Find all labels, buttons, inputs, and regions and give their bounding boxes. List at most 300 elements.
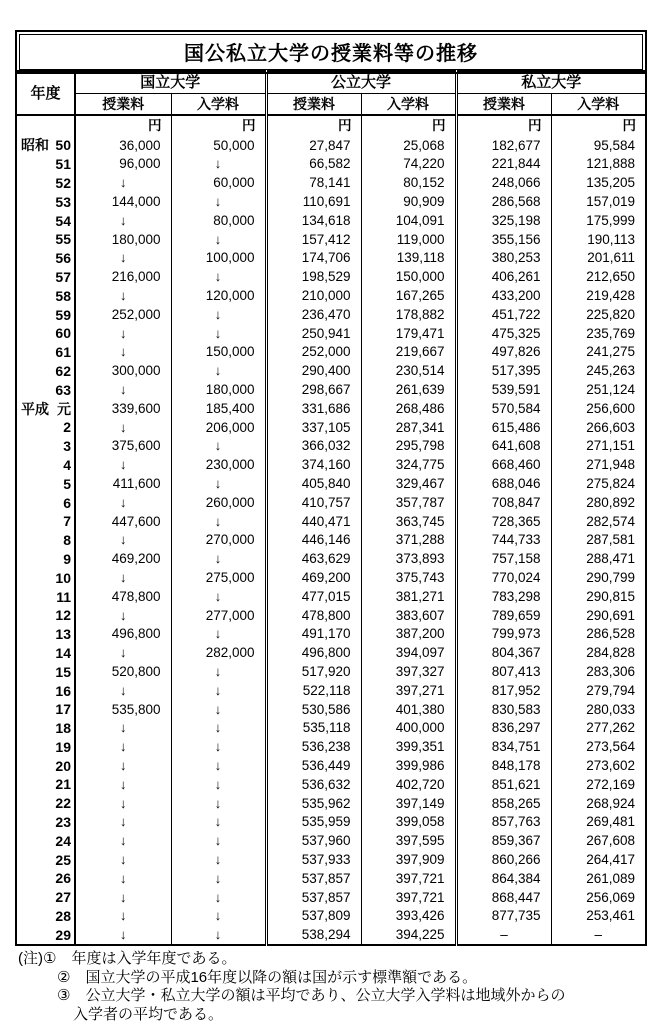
table-row xyxy=(16,662,646,681)
table-row xyxy=(16,305,646,324)
value-cell-private-tuition: 380,253 xyxy=(456,249,551,268)
era-year-cell xyxy=(16,249,75,268)
value-cell-national-tuition: ↓ xyxy=(75,174,171,193)
era-year-cell xyxy=(16,362,75,381)
value-cell-national-tuition: ↓ xyxy=(75,456,171,475)
table-row xyxy=(16,268,646,287)
value-cell-national-admission: ↓ xyxy=(171,437,266,456)
value-cell-private-tuition: 728,365 xyxy=(456,512,551,531)
value-cell-private-admission: 286,528 xyxy=(551,625,646,644)
value-cell-national-admission: 80,000 xyxy=(171,211,266,230)
value-cell-national-tuition: ↓ xyxy=(75,738,171,757)
value-cell-public-admission: 397,909 xyxy=(361,850,456,869)
era-year-cell xyxy=(16,305,75,324)
era-year-cell xyxy=(16,813,75,832)
table-row xyxy=(16,192,646,211)
value-cell-national-tuition: ↓ xyxy=(75,249,171,268)
subheader-national-admission: 入学料 xyxy=(171,94,266,116)
value-cell-national-tuition: ↓ xyxy=(75,850,171,869)
era-year-cell xyxy=(16,211,75,230)
value-cell-national-tuition: 447,600 xyxy=(75,512,171,531)
value-cell-public-admission: 399,058 xyxy=(361,813,456,832)
value-cell-national-admission: ↓ xyxy=(171,362,266,381)
value-cell-private-tuition: 406,261 xyxy=(456,268,551,287)
value-cell-private-admission: 288,471 xyxy=(551,550,646,569)
value-cell-public-admission: 400,000 xyxy=(361,719,456,738)
value-cell-national-admission: ↓ xyxy=(171,700,266,719)
year-label: 62 xyxy=(55,362,71,379)
year-label: 4 xyxy=(63,456,71,473)
year-label: 8 xyxy=(63,532,71,549)
value-cell-private-admission: 266,603 xyxy=(551,418,646,437)
year-label: 50 xyxy=(55,137,71,154)
value-cell-public-tuition: 27,847 xyxy=(266,136,361,155)
footnote-line: 入学者の平均である。 xyxy=(73,1005,224,1023)
year-label: 11 xyxy=(56,588,71,605)
year-label: 28 xyxy=(55,908,71,925)
value-cell-public-admission: 399,986 xyxy=(361,756,456,775)
table-row xyxy=(16,474,646,493)
value-cell-private-tuition: 433,200 xyxy=(456,286,551,305)
era-year-cell xyxy=(16,775,75,794)
value-cell-national-admission: 206,000 xyxy=(171,418,266,437)
value-cell-public-admission: 230,514 xyxy=(361,362,456,381)
value-cell-public-admission: 287,341 xyxy=(361,418,456,437)
value-cell-public-tuition: 537,857 xyxy=(266,869,361,888)
value-cell-national-admission: ↓ xyxy=(171,587,266,606)
value-cell-public-tuition: 110,691 xyxy=(266,192,361,211)
era-year-cell xyxy=(16,268,75,287)
value-cell-national-tuition: ↓ xyxy=(75,324,171,343)
value-cell-private-admission: 267,608 xyxy=(551,831,646,850)
value-cell-public-tuition: 331,686 xyxy=(266,399,361,418)
value-cell-public-admission: 178,882 xyxy=(361,305,456,324)
value-cell-national-admission: ↓ xyxy=(171,738,266,757)
era-year-cell xyxy=(16,474,75,493)
value-cell-national-admission: ↓ xyxy=(171,869,266,888)
footnotes xyxy=(15,950,645,1024)
unit-cell: 円 xyxy=(456,115,551,136)
era-year-cell xyxy=(16,831,75,850)
table-row xyxy=(16,324,646,343)
value-cell-national-admission: ↓ xyxy=(171,775,266,794)
value-cell-national-admission: ↓ xyxy=(171,681,266,700)
era-year-cell xyxy=(16,550,75,569)
value-cell-public-tuition: 290,400 xyxy=(266,362,361,381)
year-label: 59 xyxy=(55,306,71,323)
year-label: 29 xyxy=(55,926,71,943)
value-cell-national-tuition: 411,600 xyxy=(75,474,171,493)
value-cell-private-admission: 235,769 xyxy=(551,324,646,343)
unit-cell: 円 xyxy=(75,115,171,136)
value-cell-national-admission: ↓ xyxy=(171,719,266,738)
table-row xyxy=(16,174,646,193)
year-label: 元 xyxy=(57,400,71,417)
title-box xyxy=(15,30,647,74)
era-year-cell xyxy=(16,738,75,757)
value-cell-public-tuition: 537,857 xyxy=(266,888,361,907)
footnote-line: ③ 公立大学・私立大学の額は平均であり、公立大学入学料は地域外からの xyxy=(57,987,566,1004)
value-cell-private-tuition: 859,367 xyxy=(456,831,551,850)
year-label: 58 xyxy=(55,287,71,304)
value-cell-national-tuition: ↓ xyxy=(75,493,171,512)
table-row xyxy=(16,775,646,794)
value-cell-national-tuition: ↓ xyxy=(75,211,171,230)
value-cell-national-tuition: 339,600 xyxy=(75,399,171,418)
table-row xyxy=(16,399,646,418)
value-cell-national-tuition: 252,000 xyxy=(75,305,171,324)
era-year-cell xyxy=(16,756,75,775)
value-cell-national-tuition: 300,000 xyxy=(75,362,171,381)
value-cell-public-admission: 104,091 xyxy=(361,211,456,230)
value-cell-private-tuition: 857,763 xyxy=(456,813,551,832)
value-cell-national-tuition: 144,000 xyxy=(75,192,171,211)
value-cell-public-admission: 397,271 xyxy=(361,681,456,700)
era-year-cell xyxy=(16,719,75,738)
value-cell-public-admission: 261,639 xyxy=(361,380,456,399)
value-cell-public-admission: 397,721 xyxy=(361,888,456,907)
era-year-cell xyxy=(16,568,75,587)
era-label: 平成 xyxy=(21,400,49,417)
era-year-cell xyxy=(16,512,75,531)
value-cell-national-admission: ↓ xyxy=(171,550,266,569)
table-row xyxy=(16,380,646,399)
value-cell-private-admission: 287,581 xyxy=(551,531,646,550)
year-label: 9 xyxy=(63,550,71,567)
value-cell-public-tuition: 537,809 xyxy=(266,907,361,926)
era-year-cell xyxy=(16,418,75,437)
value-cell-private-admission: 256,600 xyxy=(551,399,646,418)
table-row xyxy=(16,869,646,888)
value-cell-public-tuition: 252,000 xyxy=(266,343,361,362)
value-cell-public-tuition: 535,959 xyxy=(266,813,361,832)
value-cell-public-tuition: 538,294 xyxy=(266,925,361,945)
value-cell-private-admission: 253,461 xyxy=(551,907,646,926)
value-cell-private-tuition: 851,621 xyxy=(456,775,551,794)
era-year-cell xyxy=(16,869,75,888)
era-year-cell xyxy=(16,456,75,475)
tuition-fees-table xyxy=(15,70,647,946)
year-label: 7 xyxy=(63,513,71,530)
value-cell-public-admission: 394,097 xyxy=(361,644,456,663)
value-cell-national-tuition: 469,200 xyxy=(75,550,171,569)
table-row xyxy=(16,587,646,606)
value-cell-national-tuition: ↓ xyxy=(75,681,171,700)
value-cell-public-admission: 373,893 xyxy=(361,550,456,569)
value-cell-private-tuition: 286,568 xyxy=(456,192,551,211)
table-row xyxy=(16,925,646,945)
era-year-cell xyxy=(16,286,75,305)
value-cell-public-tuition: 517,920 xyxy=(266,662,361,681)
value-cell-public-tuition: 298,667 xyxy=(266,380,361,399)
table-row xyxy=(16,681,646,700)
era-year-cell xyxy=(16,794,75,813)
table-row xyxy=(16,418,646,437)
subheader-national-tuition: 授業料 xyxy=(75,94,171,116)
value-cell-private-tuition: 757,158 xyxy=(456,550,551,569)
value-cell-private-admission: 212,650 xyxy=(551,268,646,287)
value-cell-public-admission: 324,775 xyxy=(361,456,456,475)
value-cell-private-tuition: 817,952 xyxy=(456,681,551,700)
value-cell-national-tuition: ↓ xyxy=(75,775,171,794)
value-cell-national-admission: ↓ xyxy=(171,305,266,324)
subheader-private-admission: 入学料 xyxy=(551,94,646,116)
value-cell-public-tuition: 405,840 xyxy=(266,474,361,493)
value-cell-national-tuition: ↓ xyxy=(75,531,171,550)
value-cell-national-admission: 270,000 xyxy=(171,531,266,550)
value-cell-public-tuition: 491,170 xyxy=(266,625,361,644)
value-cell-national-admission: ↓ xyxy=(171,625,266,644)
value-cell-private-tuition: 807,413 xyxy=(456,662,551,681)
value-cell-private-tuition: 830,583 xyxy=(456,700,551,719)
value-cell-national-tuition: ↓ xyxy=(75,418,171,437)
table-row xyxy=(16,550,646,569)
value-cell-private-admission: 225,820 xyxy=(551,305,646,324)
table-row xyxy=(16,531,646,550)
value-cell-private-admission: 175,999 xyxy=(551,211,646,230)
page-title: 国公私立大学の授業料等の推移 xyxy=(19,34,643,70)
era-year-cell xyxy=(16,230,75,249)
group-header-private: 私立大学 xyxy=(456,71,646,94)
value-cell-public-admission: 383,607 xyxy=(361,606,456,625)
value-cell-private-tuition: 789,659 xyxy=(456,606,551,625)
value-cell-national-admission: ↓ xyxy=(171,888,266,907)
table-row xyxy=(16,136,646,155)
value-cell-public-tuition: 496,800 xyxy=(266,644,361,663)
table-row xyxy=(16,249,646,268)
value-cell-national-admission: ↓ xyxy=(171,192,266,211)
era-year-cell xyxy=(16,700,75,719)
value-cell-private-admission: 290,815 xyxy=(551,587,646,606)
value-cell-national-admission: ↓ xyxy=(171,474,266,493)
year-label: 3 xyxy=(63,438,71,455)
year-label: 15 xyxy=(55,663,71,680)
value-cell-national-tuition: ↓ xyxy=(75,719,171,738)
value-cell-national-admission: ↓ xyxy=(171,925,266,945)
value-cell-national-tuition: ↓ xyxy=(75,286,171,305)
year-label: 19 xyxy=(55,738,71,755)
table-row xyxy=(16,230,646,249)
value-cell-private-tuition: 688,046 xyxy=(456,474,551,493)
value-cell-private-admission: 245,263 xyxy=(551,362,646,381)
table-row xyxy=(16,211,646,230)
footnote-line: (注)① 年度は入学年度である。 xyxy=(18,950,237,967)
value-cell-private-admission: 290,799 xyxy=(551,568,646,587)
unit-cell: 円 xyxy=(171,115,266,136)
value-cell-public-admission: 381,271 xyxy=(361,587,456,606)
table-row xyxy=(16,456,646,475)
value-cell-private-admission: 256,069 xyxy=(551,888,646,907)
value-cell-private-tuition: 517,395 xyxy=(456,362,551,381)
era-label: 昭和 xyxy=(21,137,49,154)
value-cell-private-admission: 201,611 xyxy=(551,249,646,268)
value-cell-private-tuition: 451,722 xyxy=(456,305,551,324)
value-cell-public-admission: 295,798 xyxy=(361,437,456,456)
value-cell-public-tuition: 463,629 xyxy=(266,550,361,569)
value-cell-private-tuition: 668,460 xyxy=(456,456,551,475)
unit-cell: 円 xyxy=(551,115,646,136)
value-cell-public-tuition: 477,015 xyxy=(266,587,361,606)
value-cell-public-tuition: 66,582 xyxy=(266,155,361,174)
value-cell-national-admission: 150,000 xyxy=(171,343,266,362)
value-cell-public-admission: 74,220 xyxy=(361,155,456,174)
value-cell-public-admission: 375,743 xyxy=(361,568,456,587)
value-cell-private-admission: 261,089 xyxy=(551,869,646,888)
era-year-cell xyxy=(16,888,75,907)
value-cell-public-admission: 167,265 xyxy=(361,286,456,305)
value-cell-public-admission: 179,471 xyxy=(361,324,456,343)
value-cell-public-tuition: 469,200 xyxy=(266,568,361,587)
value-cell-private-tuition: 539,591 xyxy=(456,380,551,399)
table-row xyxy=(16,155,646,174)
group-header-national: 国立大学 xyxy=(75,71,266,94)
value-cell-national-admission: ↓ xyxy=(171,155,266,174)
value-cell-private-tuition: 836,297 xyxy=(456,719,551,738)
value-cell-public-admission: 399,351 xyxy=(361,738,456,757)
value-cell-national-admission: ↓ xyxy=(171,230,266,249)
year-label: 10 xyxy=(55,569,71,586)
year-label: 6 xyxy=(63,494,71,511)
year-label: 20 xyxy=(55,757,71,774)
era-year-cell xyxy=(16,192,75,211)
year-label: 57 xyxy=(55,268,71,285)
era-year-cell xyxy=(16,437,75,456)
table-row xyxy=(16,493,646,512)
value-cell-public-admission: 150,000 xyxy=(361,268,456,287)
value-cell-public-admission: 397,595 xyxy=(361,831,456,850)
table-row xyxy=(16,644,646,663)
value-cell-public-admission: 397,149 xyxy=(361,794,456,813)
year-label: 56 xyxy=(55,250,71,267)
table-row xyxy=(16,286,646,305)
year-label: 54 xyxy=(55,212,71,229)
value-cell-national-tuition: ↓ xyxy=(75,888,171,907)
table-row xyxy=(16,888,646,907)
year-label: 5 xyxy=(63,475,71,492)
year-label: 24 xyxy=(55,832,71,849)
unit-cell: 円 xyxy=(266,115,361,136)
era-year-cell xyxy=(16,662,75,681)
value-cell-public-admission: 329,467 xyxy=(361,474,456,493)
value-cell-public-tuition: 440,471 xyxy=(266,512,361,531)
value-cell-national-tuition: ↓ xyxy=(75,343,171,362)
value-cell-public-tuition: 236,470 xyxy=(266,305,361,324)
table-row xyxy=(16,831,646,850)
value-cell-private-tuition: 799,973 xyxy=(456,625,551,644)
group-header-public: 公立大学 xyxy=(266,71,456,94)
table-row xyxy=(16,907,646,926)
value-cell-public-admission: 357,787 xyxy=(361,493,456,512)
value-cell-public-admission: 402,720 xyxy=(361,775,456,794)
era-year-cell xyxy=(16,399,75,418)
value-cell-public-admission: 268,486 xyxy=(361,399,456,418)
value-cell-national-admission: 185,400 xyxy=(171,399,266,418)
year-label: 14 xyxy=(55,644,71,661)
value-cell-national-admission: 60,000 xyxy=(171,174,266,193)
value-cell-private-admission: 277,262 xyxy=(551,719,646,738)
value-cell-public-admission: 393,426 xyxy=(361,907,456,926)
table-row xyxy=(16,512,646,531)
value-cell-private-admission: 273,564 xyxy=(551,738,646,757)
value-cell-national-tuition: 36,000 xyxy=(75,136,171,155)
table-row xyxy=(16,794,646,813)
value-cell-private-tuition: 744,733 xyxy=(456,531,551,550)
value-cell-private-admission: 251,124 xyxy=(551,380,646,399)
year-label: 53 xyxy=(55,193,71,210)
year-label: 17 xyxy=(55,701,71,718)
unit-empty-cell xyxy=(16,115,75,136)
value-cell-national-admission: 260,000 xyxy=(171,493,266,512)
value-cell-private-tuition: 355,156 xyxy=(456,230,551,249)
value-cell-national-tuition: ↓ xyxy=(75,925,171,945)
value-cell-public-tuition: 134,618 xyxy=(266,211,361,230)
value-cell-national-tuition: 520,800 xyxy=(75,662,171,681)
value-cell-private-tuition: 497,826 xyxy=(456,343,551,362)
value-cell-public-admission: 387,200 xyxy=(361,625,456,644)
value-cell-public-admission: 401,380 xyxy=(361,700,456,719)
unit-cell: 円 xyxy=(361,115,456,136)
era-year-cell xyxy=(16,925,75,945)
value-cell-private-tuition: 834,751 xyxy=(456,738,551,757)
era-year-cell xyxy=(16,644,75,663)
value-cell-national-admission: 120,000 xyxy=(171,286,266,305)
value-cell-national-tuition: 496,800 xyxy=(75,625,171,644)
value-cell-public-tuition: 535,962 xyxy=(266,794,361,813)
value-cell-national-tuition: ↓ xyxy=(75,380,171,399)
value-cell-public-tuition: 78,141 xyxy=(266,174,361,193)
value-cell-national-tuition: ↓ xyxy=(75,568,171,587)
value-cell-private-tuition: 858,265 xyxy=(456,794,551,813)
value-cell-public-admission: 80,152 xyxy=(361,174,456,193)
value-cell-private-admission: – xyxy=(551,925,646,945)
value-cell-national-tuition: 96,000 xyxy=(75,155,171,174)
value-cell-national-admission: 100,000 xyxy=(171,249,266,268)
unit-row xyxy=(16,115,646,136)
value-cell-public-tuition: 536,449 xyxy=(266,756,361,775)
value-cell-national-admission: ↓ xyxy=(171,850,266,869)
year-label: 26 xyxy=(55,870,71,887)
table-row xyxy=(16,568,646,587)
era-year-cell xyxy=(16,907,75,926)
value-cell-national-admission: ↓ xyxy=(171,268,266,287)
value-cell-national-admission: ↓ xyxy=(171,831,266,850)
value-cell-public-tuition: 374,160 xyxy=(266,456,361,475)
value-cell-private-tuition: 860,266 xyxy=(456,850,551,869)
table-row xyxy=(16,625,646,644)
value-cell-private-admission: 269,481 xyxy=(551,813,646,832)
value-cell-private-admission: 290,691 xyxy=(551,606,646,625)
value-cell-public-admission: 397,327 xyxy=(361,662,456,681)
value-cell-public-tuition: 478,800 xyxy=(266,606,361,625)
value-cell-national-tuition: 478,800 xyxy=(75,587,171,606)
era-year-cell xyxy=(16,493,75,512)
value-cell-private-tuition: 864,384 xyxy=(456,869,551,888)
value-cell-public-admission: 90,909 xyxy=(361,192,456,211)
value-cell-private-admission: 275,824 xyxy=(551,474,646,493)
value-cell-national-tuition: ↓ xyxy=(75,831,171,850)
value-cell-private-admission: 282,574 xyxy=(551,512,646,531)
value-cell-private-admission: 157,019 xyxy=(551,192,646,211)
year-label: 55 xyxy=(55,231,71,248)
value-cell-national-admission: 180,000 xyxy=(171,380,266,399)
value-cell-public-tuition: 210,000 xyxy=(266,286,361,305)
era-year-cell xyxy=(16,343,75,362)
value-cell-private-admission: 284,828 xyxy=(551,644,646,663)
value-cell-national-admission: ↓ xyxy=(171,512,266,531)
year-label: 13 xyxy=(55,626,71,643)
year-label: 16 xyxy=(55,682,71,699)
year-label: 23 xyxy=(55,814,71,831)
